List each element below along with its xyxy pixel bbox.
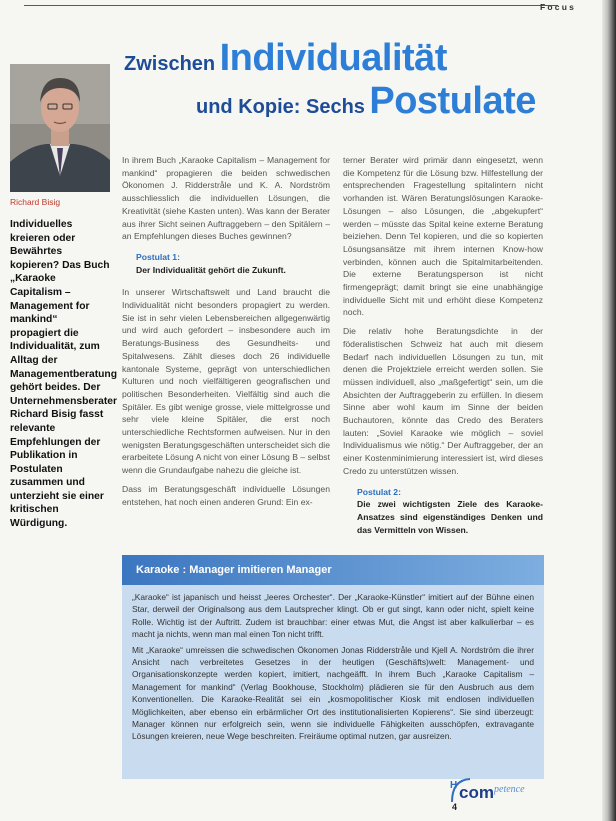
postulat-heading: Postulat 1: xyxy=(136,251,180,262)
header-rule xyxy=(24,5,558,12)
title-line-2 xyxy=(196,80,536,123)
scan-edge-shadow xyxy=(602,0,616,821)
postulat-1 xyxy=(136,251,330,276)
title-line-1 xyxy=(124,37,447,80)
competence-logo xyxy=(450,776,550,804)
postulat-text: Die zwei wichtigsten Ziele des Karaoke-Ansatzes sind eigenständiges Denken und das Vermitteln von Wissen. xyxy=(357,499,543,535)
section-label: Focus xyxy=(540,2,577,12)
title-word-zwischen: Zwischen xyxy=(124,53,216,75)
paragraph: terner Berater wird primär dann eingesetzt, wenn die Kompetenz für die Lösung bzw. Hilfestellung der entsprechenden Fragestellung spitalintern nicht vorhanden ist. Wären Beratungslösungen Karaoke-Lösungen – also Lösungen, die „abgekupfert“ werden – müsste das Spital keine externe Beratung beiziehen. Denn Tel kopieren, und die so kopierten Lösungsansätze mit ihrem internen Know-how verbinden, können auch die Spitalmitarbeitenden. Die externe Beratungsperson ist nicht firmengeprägt; damit bringt sie eine unabhängige individuelle Sicht mit und erhöht diese Kompetenz noch. xyxy=(343,155,543,318)
postulat-text: Der Individualität gehört die Zukunft. xyxy=(136,264,286,275)
article-column-2 xyxy=(343,154,543,546)
paragraph: In unserer Wirtschaftswelt und Land braucht die Individualität nicht besonders propagiert zu werden. Sie ist in sehr vielen Lebensbereichen allgegenwärtig und wird auch gefordert – insbesondere auch im Beratungs-Business des Gesundheits- und Spitalwesens. Zählt dieses doch 26 individuelle kantonale Systeme, geprägt von unterschiedlichen Kulturen und noch vielfältigeren geografischen und politischen Besonderheiten. Vielfältig sind auch die Spitäler. Es gibt wenige grosse, viele mittelgrosse und sehr viele kleine Spitäler, die erst noch unterschiedliche Rechtsformen aufweisen. Nur in den wenigsten Beratungsgeschäften unterscheidet sich die erarbeitete Lösung A nicht von einer Lösung B – selbst wenn die Grundaufgabe nahezu die gleiche ist. xyxy=(122,287,330,476)
paragraph: Dass im Beratungsgeschäft individuelle Lösungen entstehen, hat noch einen anderen Grund: Ein ex- xyxy=(122,483,330,507)
title-word-postulate: Postulate xyxy=(369,80,536,122)
title-words-und-kopie: und Kopie: Sechs xyxy=(196,96,365,118)
paragraph: Die relativ hohe Beratungsdichte in der föderalistischen Schweiz hat auch mit diesem Bedarf nach individuellen Lösungen zu tun, mit denen die Projektziele erreicht werden sollen. Sie müssen individuell, also „maßgefertigt“ sein, um die Absichten der Auftraggeberin zu erfüllen. In diesem Sinne aber wohl kaum im Sinne der beiden Buchautoren, könnte das Credo des Beraters lauten: „Soviel Karaoke wie möglich – soviel Individualismus wie nötig.“ Der Auftraggeber, der an einer Kostenminimierung interessiert ist, wird dieses Credo zu unterstützen wissen. xyxy=(343,326,543,476)
paragraph: Mit „Karaoke“ umreissen die schwedischen Ökonomen Jonas Ridderstråle und Kjell A. Nordström die ihrer Ansicht nach verbreitetes Gesetzes in der heutigen (Geschäfts)welt: Management- und Organisationskonzepte werden kopiert, imitiert, nachgeäfft. In ihrem Buch „Karaoke Capitalism – Management for mankind“ (Verlag Bookhouse, Stockholm) plädieren sie für den Ausbruch aus dem Konventionellen. Die Karaoke-Realität sei ein „kosmopolitischer Kiosk mit endlosen individuellen Möglichkeiten, aber ebenso ein erbärmlicher Ort des institutionalisierten Kopierens“. Sie sind überzeugt: Manager können nur erfolgreich sein, wenn sie individuelle Fähigkeiten ausschöpfen, extravagante Lösungen kreieren, neue Wege beschreiten. Freiräume optimal nutzen, gar ausreizen. xyxy=(132,644,534,742)
postulat-heading: Postulat 2: xyxy=(357,486,401,497)
title-word-individualitaet: Individualität xyxy=(219,37,447,79)
logo-prefix: H xyxy=(450,780,458,791)
author-photo xyxy=(10,64,110,192)
info-box-body xyxy=(122,585,544,743)
article-column-1 xyxy=(122,154,330,514)
info-box-title: Karaoke : Manager imitieren Manager xyxy=(122,555,544,585)
logo-main: com xyxy=(459,783,494,802)
page-number: 4 xyxy=(452,802,458,812)
postulat-2 xyxy=(357,486,543,537)
paragraph: In ihrem Buch „Karaoke Capitalism – Management for mankind“ propagieren die beiden schwedischen Ökonomen J. Ridderstråle und K. A. Nordström ausschliesslich die individuellen Lösungen, die Kreativität (siehe Kasten unten). Was kann der Berater aus ihrer Sicht seinen Auftraggebern – den Spitälern – an Empfehlungen dieses Buches gewinnen? xyxy=(122,155,330,242)
paragraph: „Karaoke“ ist japanisch und heisst „leeres Orchester“. Der „Karaoke-Künstler“ imitiert auf der Bühne einen Star, derweil der Originalsong aus dem Lautsprecher klingt. Ob er gut singt, kann oder nicht, spielt keine Rolle. Wichtig ist der Auftritt. Zudem ist brauchbar: einer etwas Mut, die Angst ist aber kalkulierbar – es macht ja nichts, wenn man mal einen Ton nicht trifft. xyxy=(132,592,534,640)
photo-caption: Richard Bisig xyxy=(10,197,61,207)
intro-lead: Individuelles kreieren oder Bewährtes kopieren? Das Buch „Karaoke Capitalism – Management for mankind“ propagiert die Individualität, zum Alltag der Managementberatung gehört beides. Der Unternehmensberater Richard Bisig fasst relevante Empfehlungen der Publikation in Postulaten zusammen und unterzieht sie einer kritischen Würdigung. xyxy=(10,219,118,530)
logo-suffix: petence xyxy=(494,784,525,795)
karaoke-info-box xyxy=(122,555,544,779)
